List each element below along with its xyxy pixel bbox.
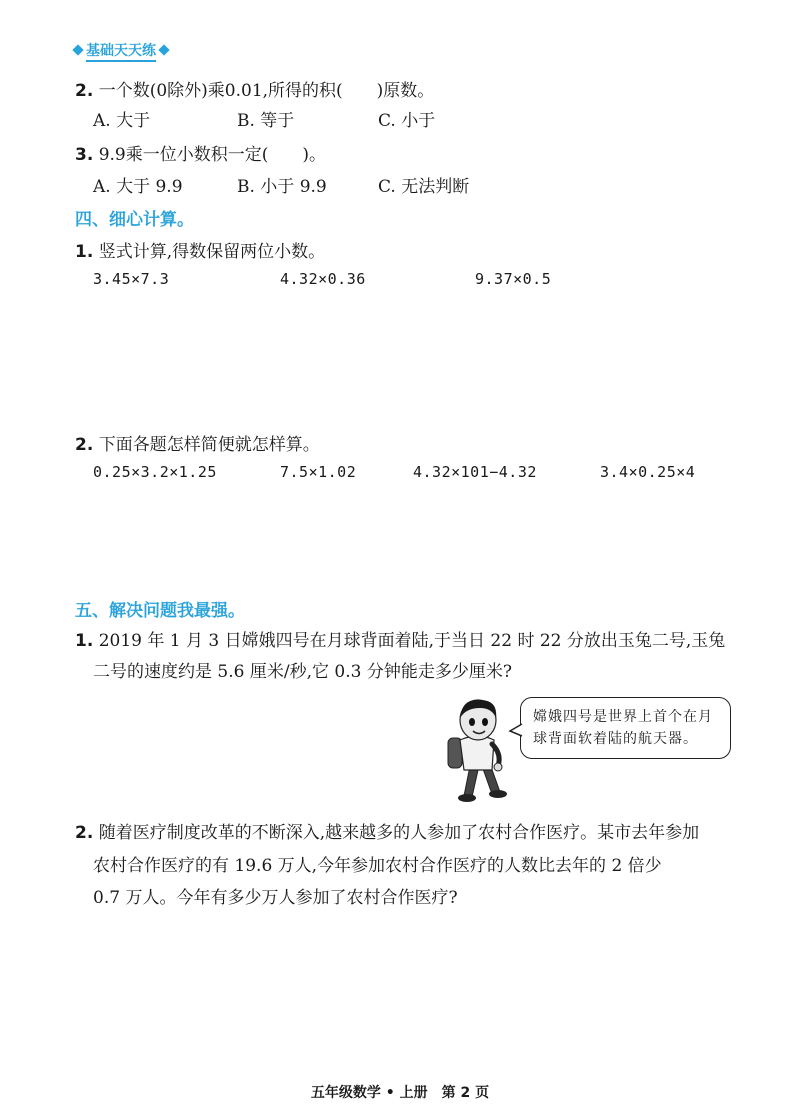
section-banner (70, 40, 172, 60)
question-2 (75, 76, 434, 101)
q3-option-a: A. 大于 9.9 (93, 177, 183, 197)
question-number: 2. (75, 81, 94, 101)
q2-option-b: B. 等于 (237, 111, 295, 131)
s5-question-2 (75, 818, 699, 843)
boy-icon (440, 692, 520, 804)
s5-q2-line2: 农村合作医疗的有 19.6 万人,今年参加农村合作医疗的人数比去年的 2 倍少 (93, 856, 662, 876)
section-5-title: 五、解决问题我最强。 (75, 601, 245, 621)
question-text: 下面各题怎样简便就怎样算。 (98, 435, 320, 455)
calc-item: 3.4×0.25×4 (600, 463, 696, 481)
question-text: 一个数(0除外)乘0.01,所得的积( )原数。 (98, 81, 435, 101)
calc-item: 4.32×0.36 (280, 270, 366, 288)
calc-item: 7.5×1.02 (280, 463, 357, 481)
q2-option-a: A. 大于 (93, 111, 151, 131)
s4-question-2 (75, 430, 320, 455)
diamond-icon (158, 44, 169, 55)
calc-item: 9.37×0.5 (475, 270, 552, 288)
s5-q2-line3: 0.7 万人。今年有多少万人参加了农村合作医疗? (93, 888, 458, 908)
speech-bubble (520, 697, 731, 759)
q3-option-c: C. 无法判断 (378, 177, 470, 197)
question-number: 3. (75, 145, 94, 165)
question-text: 9.9乘一位小数积一定( )。 (98, 145, 327, 165)
q3-option-b: B. 小于 9.9 (237, 177, 327, 197)
question-3 (75, 140, 326, 165)
s5-question-1 (75, 626, 725, 651)
calc-item: 4.32×101−4.32 (413, 463, 537, 481)
question-text: 2019 年 1 月 3 日嫦娥四号在月球背面着陆,于当日 22 时 22 分放出玉兔二号,玉兔 (98, 631, 726, 651)
s5-q1-line2: 二号的速度约是 5.6 厘米/秒,它 0.3 分钟能走多少厘米? (93, 662, 512, 682)
q2-option-c: C. 小于 (378, 111, 436, 131)
section-4-title: 四、细心计算。 (75, 210, 194, 230)
diamond-icon (72, 44, 83, 55)
question-number: 1. (75, 631, 94, 651)
question-number: 2. (75, 435, 94, 455)
bubble-tail-icon (508, 722, 524, 738)
question-text: 随着医疗制度改革的不断深入,越来越多的人参加了农村合作医疗。某市去年参加 (98, 823, 700, 843)
speech-bubble-text: 嫦娥四号是世界上首个在月球背面软着陆的航天器。 (533, 709, 713, 747)
calc-item: 0.25×3.2×1.25 (93, 463, 217, 481)
page-footer: 五年级数学 • 上册 第 2 页 (310, 1085, 490, 1101)
boy-illustration (440, 692, 520, 804)
question-number: 2. (75, 823, 94, 843)
question-text: 竖式计算,得数保留两位小数。 (98, 242, 326, 262)
calc-item: 3.45×7.3 (93, 270, 170, 288)
banner-label: 基础天天练 (86, 43, 156, 62)
s4-question-1 (75, 237, 325, 262)
question-number: 1. (75, 242, 94, 262)
